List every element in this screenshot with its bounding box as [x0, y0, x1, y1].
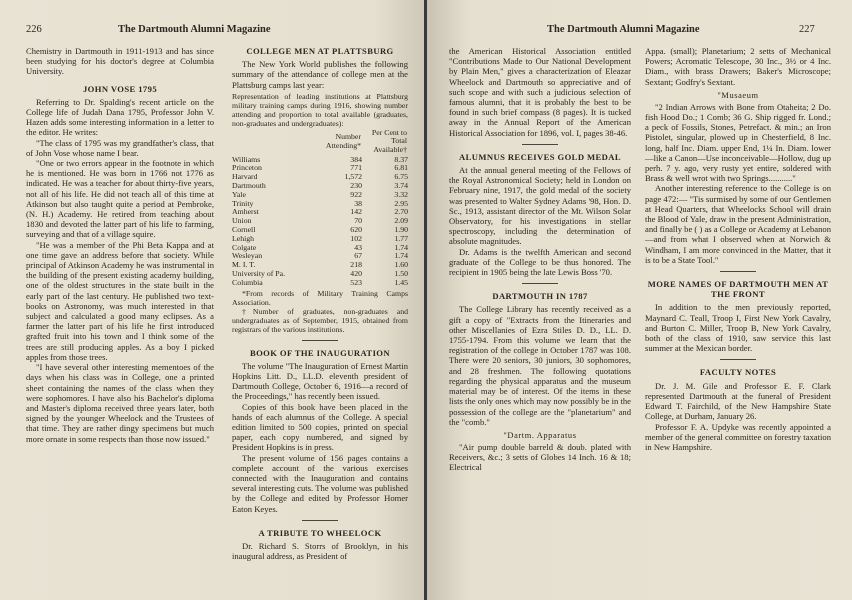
- right-column-2: [645, 46, 831, 452]
- wheelock-text: Dr. Richard S. Storrs of Brooklyn, in his inaugural address, as President of: [232, 541, 408, 562]
- table-row: [232, 235, 408, 244]
- school-name: M. I. T.: [232, 260, 256, 270]
- vose-paragraph: "I have several other interesting mementoes of the days when his class was in College, one a printed sheet containing the names of the class when they were sophomores. I have also his Bachelor's diploma and Master's diploma received three years later, both signed by the younger Wheelock and the Trustees of that time. They are rather dingy specimens but much more ornate in some respects than those now issued.": [26, 362, 214, 444]
- faculty-paragraph: Dr. J. M. Gile and Professor E. F. Clark represented Dartmouth at the funeral of President Edward T. Fairchild, of the New Hampshire State College, at Durham, January 26.: [645, 380, 831, 422]
- d1787-heading: DARTMOUTH IN 1787: [492, 291, 588, 302]
- divider: [720, 271, 756, 272]
- percent-available: 1.45: [394, 277, 408, 287]
- percent-available: 3.32: [394, 189, 408, 199]
- percent-available: 6.75: [394, 172, 408, 182]
- number-attending: 67: [354, 251, 362, 261]
- vose-paragraph: Referring to Dr. Spalding's recent article on the College life of Judah Dana 1795, Professor John V. Hazen adds some interesting information in a letter to the editor. He writes:: [26, 96, 214, 138]
- number-attending: 922: [350, 189, 362, 199]
- medal-heading: ALUMNUS RECEIVES GOLD MEDAL: [459, 151, 621, 162]
- school-name: Harvard: [232, 172, 258, 182]
- number-attending: 1,572: [344, 172, 362, 182]
- number-attending: 420: [350, 268, 362, 278]
- school-name: Williams: [232, 154, 261, 164]
- table-footnote: †Number of graduates, non-graduates and undergraduates as of September, 1915, obtained from registrars of the various institutions.: [232, 306, 408, 334]
- number-attending: 218: [350, 260, 362, 270]
- inauguration-paragraph: The present volume of 156 pages contains a complete account of the various exercises connected with the Inauguration and contains several interesting cuts. The volume was published by the College and edited by Professor Homer Eaton Keyes.: [232, 452, 408, 514]
- percent-available: 1.77: [394, 233, 408, 243]
- right-running-title: The Dartmouth Alumni Magazine: [547, 24, 700, 35]
- table-row: [232, 182, 408, 191]
- right-page-number: 227: [799, 24, 815, 35]
- number-attending: 142: [350, 207, 362, 217]
- percent-available: 1.74: [394, 251, 408, 261]
- number-attending: 771: [350, 163, 362, 173]
- faculty-paragraph: Professor F. A. Updyke was recently appointed a member of the general committee on forestry taxation in New Hampshire.: [645, 421, 831, 452]
- school-name: Yale: [232, 189, 246, 199]
- apparatus-text: "Air pump double barreld & doub. plated with Receivers, &c.; 3 setts of Globes 14 Inch. 16 & 18; Electrical: [449, 441, 631, 473]
- front-paragraph: In addition to the men previously reported, Maynard C. Teall, Troop I, First New York Cavalry, and Burton C. Miller, Troop B, New York Cavalry, both of the class of 1910, saw service this last summer at the Mexican border.: [645, 302, 831, 354]
- percent-available: 1.60: [394, 260, 408, 270]
- divider: [720, 359, 756, 360]
- school-name: Trinity: [232, 198, 254, 208]
- table-row: [232, 208, 408, 217]
- number-attending: 620: [350, 224, 362, 234]
- inauguration-heading: BOOK OF THE INAUGURATION: [249, 347, 391, 358]
- wheelock-continued: the American Historical Association entitled "Contributions Made to Our National Development by Plain Men," gives a characterization of Eleazar Wheelock and Dartmouth so appreciative and of such scope and with such a judicious selection of famous alumni, that it is probably the best to be found in such brief compass (8 pages). It is tucked away in the Annual Report of the American Historical Association for 1896, vol. I, pages 38-46.: [449, 46, 631, 138]
- vose-paragraph: "He was a member of the Phi Beta Kappa and at one time gave an address before that society. While principal of Atkinson Academy he was instrumental in the building of the present existing academy building, one of the oldest structures in the state built in the early part of the last century. He published two text-books on Astronomy, was much interested in that subject and calculated a good many eclipses. As a farmer the latter part of his life he first introduced grafted fruit into his town and I think some of the trees are still producing apples. As a boy I picked apples from those trees.: [26, 239, 214, 362]
- school-name: Amherst: [232, 207, 259, 217]
- plattsburg-heading: COLLEGE MEN AT PLATTSBURG: [246, 46, 394, 56]
- school-name: Columbia: [232, 277, 263, 287]
- school-name: Wesleyan: [232, 251, 263, 261]
- right-page: [427, 0, 852, 600]
- number-attending: 230: [350, 180, 362, 190]
- vose-heading: JOHN VOSE 1795: [82, 83, 158, 94]
- school-name: Dartmouth: [232, 180, 266, 190]
- vose-paragraph: "The class of 1795 was my grandfather's class, that of John Vose whose name I bear.: [26, 137, 214, 158]
- percent-available: 8.37: [394, 154, 408, 164]
- col-header-percent: Per Cent to Total Available†: [371, 127, 407, 154]
- musaeum-text: "2 Indian Arrows with Bone from Otaheita; 2 Do. fish Hood Do.; 1 Comb; 36 G. Ship rigged fr. Lond.; a peck of Fossils, Stones, Petrefact. & min.; an Iron Pistolet, singular, plowed up in Chesterfield, 8 Inc. long, half Inc. Diam. upper End, 1¼ In. Diam. lower—like a Canon—Use inconceivable—Hollow, dug up perh. 7 y. ago, very rusty yet entire, soldered with Brass & well wrot with two Springs...........": [645, 101, 831, 184]
- table-footnote: *From records of Military Training Camps Association.: [232, 288, 408, 307]
- table-row: [232, 226, 408, 235]
- school-name: Colgate: [232, 242, 257, 252]
- table-row: [232, 252, 408, 261]
- divider: [522, 283, 558, 284]
- inauguration-paragraph: Copies of this book have been placed in the hands of each alumnus of the College. A special edition limited to 500 copies, printed on special paper, each copy numbered, and signed by President Hopkins is in press.: [232, 401, 408, 453]
- wheelock-heading: A TRIBUTE TO WHEELOCK: [258, 527, 382, 538]
- plattsburg-table: [232, 128, 408, 288]
- percent-available: 6.81: [394, 163, 408, 173]
- left-column-2: [232, 46, 408, 561]
- number-attending: 43: [354, 242, 362, 252]
- d1787-paragraph: The College Library has recently received as a gift a copy of "Extracts from the Itineraries and other Miscellanies of Ezra Stiles D. D., LL. D. 1755-1794. From this volume we learn that the registration of the college in October 1787 was 108. There were 20 seniors, 30 juniors, 30 sophomores, and 28 freshmen. The following quotations regarding the physical apparatus and the museum material may be of interest. Of the items in these lists the only ones which may now possibly be in the possession of the college are the "planetarium" and the "comb.": [449, 304, 631, 427]
- table-row: [232, 217, 408, 226]
- percent-available: 3.74: [394, 180, 408, 190]
- left-column-1: [26, 46, 214, 444]
- table-caption: Representation of leading institutions at Plattsburg military training camps during 1916, showing number attending and proportion to total available (graduates, non-graduates and undergraduates):: [232, 91, 408, 128]
- school-name: Union: [232, 216, 252, 226]
- medal-paragraph: Dr. Adams is the twelfth American and second graduate of the College to be thus honored. The recipient in 1905 being the late Lewis Boss '70.: [449, 246, 631, 278]
- percent-available: 1.50: [394, 268, 408, 278]
- school-name: Lehigh: [232, 233, 255, 243]
- table-row: [232, 279, 408, 288]
- divider: [522, 144, 558, 145]
- faculty-heading: FACULTY NOTES: [699, 367, 777, 378]
- number-attending: 102: [350, 233, 362, 243]
- percent-available: 1.74: [394, 242, 408, 252]
- vose-paragraph: "One or two errors appear in the footnote in which he is mentioned. He was born in 1766 not 1776 as indicated. He was a teacher for about thirty-five years, not all of his life. He did not teach all of this time at Atkinson but also taught quite a period at Pembroke, (N. H.) Academy. He retired from teaching about 1830 and devoted the latter part of his life to farming, surveying and that of a village squire.: [26, 158, 214, 240]
- plattsburg-intro: The New York World publishes the following summary of the attendance of college men at the Plattsburg camps last year:: [232, 59, 408, 90]
- left-running-title: The Dartmouth Alumni Magazine: [118, 24, 271, 35]
- another-paragraph: Another interesting reference to the College is on page 472:— "Tis surmised by some of our Gentlemen at Head Quarters, that Wheelocks School will drain the Blood of Yale, draw in the present Administration, and finally be ( ) as a College or Academy at Lebanon—and from what I observed when at Norwich & Windham, I am more convinced in the Matter, that it is to be a State Tool.": [645, 183, 831, 265]
- medal-paragraph: At the annual general meeting of the Fellows of the Royal Astronomical Society; held in London on February nine, 1917, the gold medal of the society was presented to Walter Sydney Adams '98, Hon. D. Sc., 1913, assistant director of the Mt. Wilson Solar Observatory, for his investigations in stellar spectroscopy, including the determination of absolute magnitudes.: [449, 165, 631, 247]
- front-heading: MORE NAMES OF DARTMOUTH MEN AT THE FRONT: [647, 279, 829, 300]
- school-name: Princeton: [232, 163, 262, 173]
- number-attending: 38: [354, 198, 362, 208]
- percent-available: 1.90: [394, 224, 408, 234]
- percent-available: 2.95: [394, 198, 408, 208]
- apparatus-continued: Appa. (small); Planetarium; 2 setts of Mechanical Powers; Acromatic Telescope, 30 Inc., 3½ or 4 Inc. Diam., with brass Drawers; Baker's Microscope; Sextant; Godfry's Sextant.: [645, 46, 831, 87]
- col-header-number: Number Attending*: [325, 132, 362, 150]
- percent-available: 2.70: [394, 207, 408, 217]
- inauguration-paragraph: The volume "The Inauguration of Ernest Martin Hopkins Litt. D., LL.D. eleventh president of Dartmouth College, October 6, 1916—a record of the Proceedings," has recently been issued.: [232, 360, 408, 402]
- percent-available: 2.09: [394, 216, 408, 226]
- right-column-1: [449, 46, 631, 473]
- plattsburg-table-body: [232, 156, 408, 288]
- school-name: University of Pa.: [232, 268, 286, 278]
- number-attending: 523: [350, 277, 362, 287]
- number-attending: 70: [354, 216, 362, 226]
- musaeum-heading: "Musaeum: [717, 90, 759, 100]
- school-name: Cornell: [232, 224, 256, 234]
- divider: [302, 340, 338, 341]
- divider: [302, 520, 338, 521]
- number-attending: 384: [350, 154, 362, 164]
- left-page: [0, 0, 424, 600]
- left-page-number: 226: [26, 24, 42, 35]
- table-row: [232, 164, 408, 173]
- apparatus-heading: "Dartm. Apparatus: [503, 430, 577, 440]
- intro-text: Chemistry in Dartmouth in 1911-1913 and has since been studying for his doctor's degree at Columbia University.: [26, 46, 214, 77]
- table-row: [232, 191, 408, 200]
